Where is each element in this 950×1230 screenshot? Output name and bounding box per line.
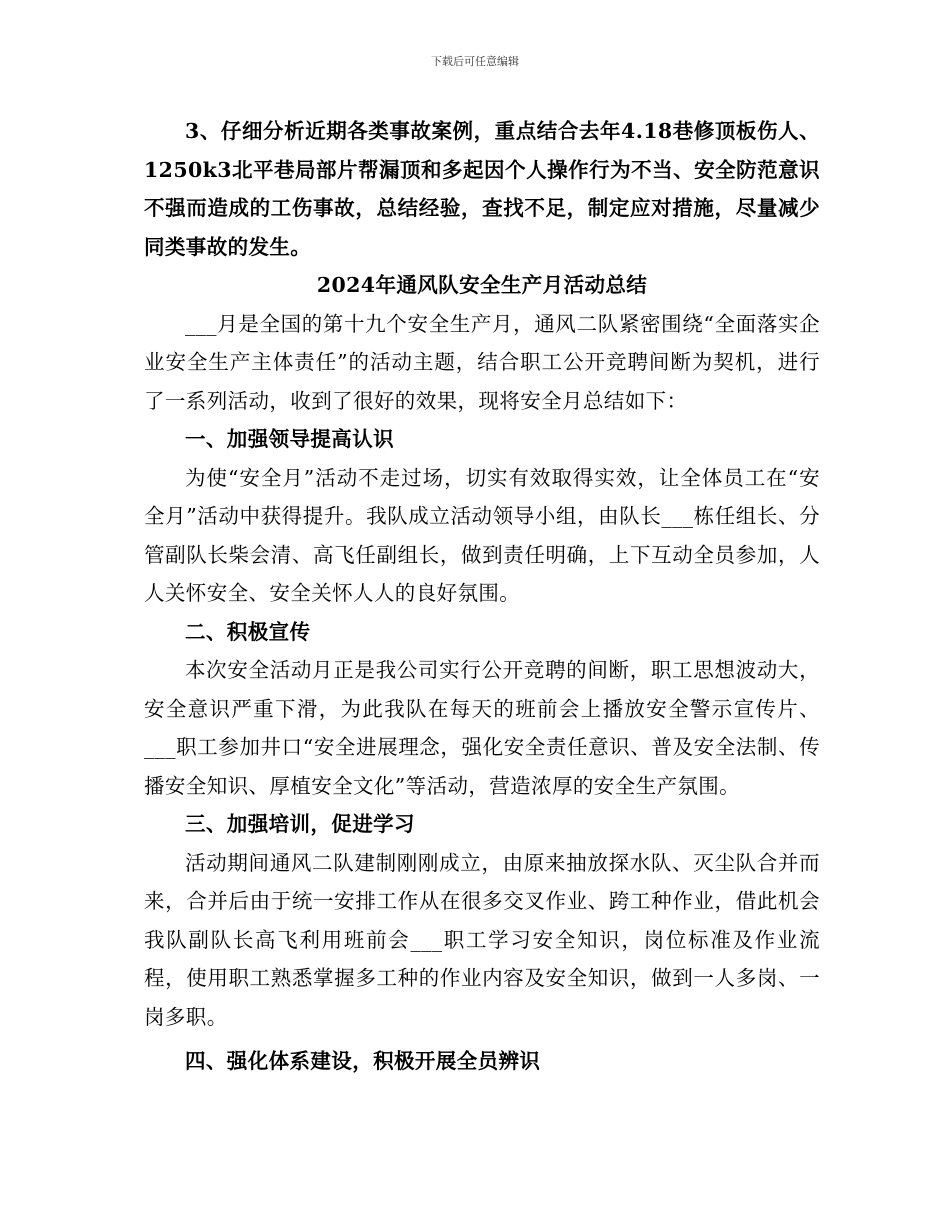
section-body-3: 活动期间通风二队建制刚刚成立，由原来抽放探水队、灭尘队合并而来，合并后由于统一安排工作从在很多交叉作业、跨工种作业，借此机会我队副队长高飞利用班前会___职工学习安全知识，岗位标准及作业流程，使用职工熟悉掌握多工种的作业内容及安全知识，做到一人多岗、一岗多职。	[144, 850, 820, 1029]
document-title: 2024年通风队安全生产月活动总结	[316, 273, 648, 297]
section-body-2: 本次安全活动月正是我公司实行公开竞聘的间断，职工思想波动大，安全意识严重下滑，为此我队在每天的班前会上播放安全警示宣传片、___职工参加井口“安全进展理念，强化安全责任意识、普及安全法制、传播安全知识、厚植安全文化”等活动，营造浓厚的安全生产氛围。	[144, 658, 820, 798]
section-heading-3: 三、加强培训，促进学习	[185, 812, 415, 836]
header-note: 下载后可任意编辑	[431, 55, 519, 68]
section-body-1: 为使“安全月”活动不走过场，切实有效取得实效，让全体员工在“安全月”活动中获得提升。我队成立活动领导小组，由队长___栋任组长、分管副队长柴会清、高飞任副组长，做到责任明确，上下互动全员参加，人人关怀安全、安全关怀人人的良好氛围。	[144, 465, 820, 605]
opening-paragraph: ___月是全国的第十九个安全生产月，通风二队紧密围绕“全面落实企业安全生产主体责任”的活动主题，结合职工公开竞聘间断为契机，进行了一系列活动，收到了很好的效果，现将安全月总结如下：	[144, 311, 820, 413]
intro-paragraph: 3、仔细分析近期各类事故案例，重点结合去年4.18巷修顶板伤人、1250k3北平巷局部片帮漏顶和多起因个人操作行为不当、安全防范意识不强而造成的工伤事故，总结经验，查找不足，制定应对措施，尽量减少同类事故的发生。	[144, 119, 820, 259]
section-heading-4: 四、强化体系建设，积极开展全员辨识	[185, 1049, 541, 1073]
section-heading-2: 二、积极宣传	[185, 619, 311, 644]
section-heading-1: 一、加强领导提高认识	[185, 427, 394, 451]
document-body	[144, 112, 820, 1081]
